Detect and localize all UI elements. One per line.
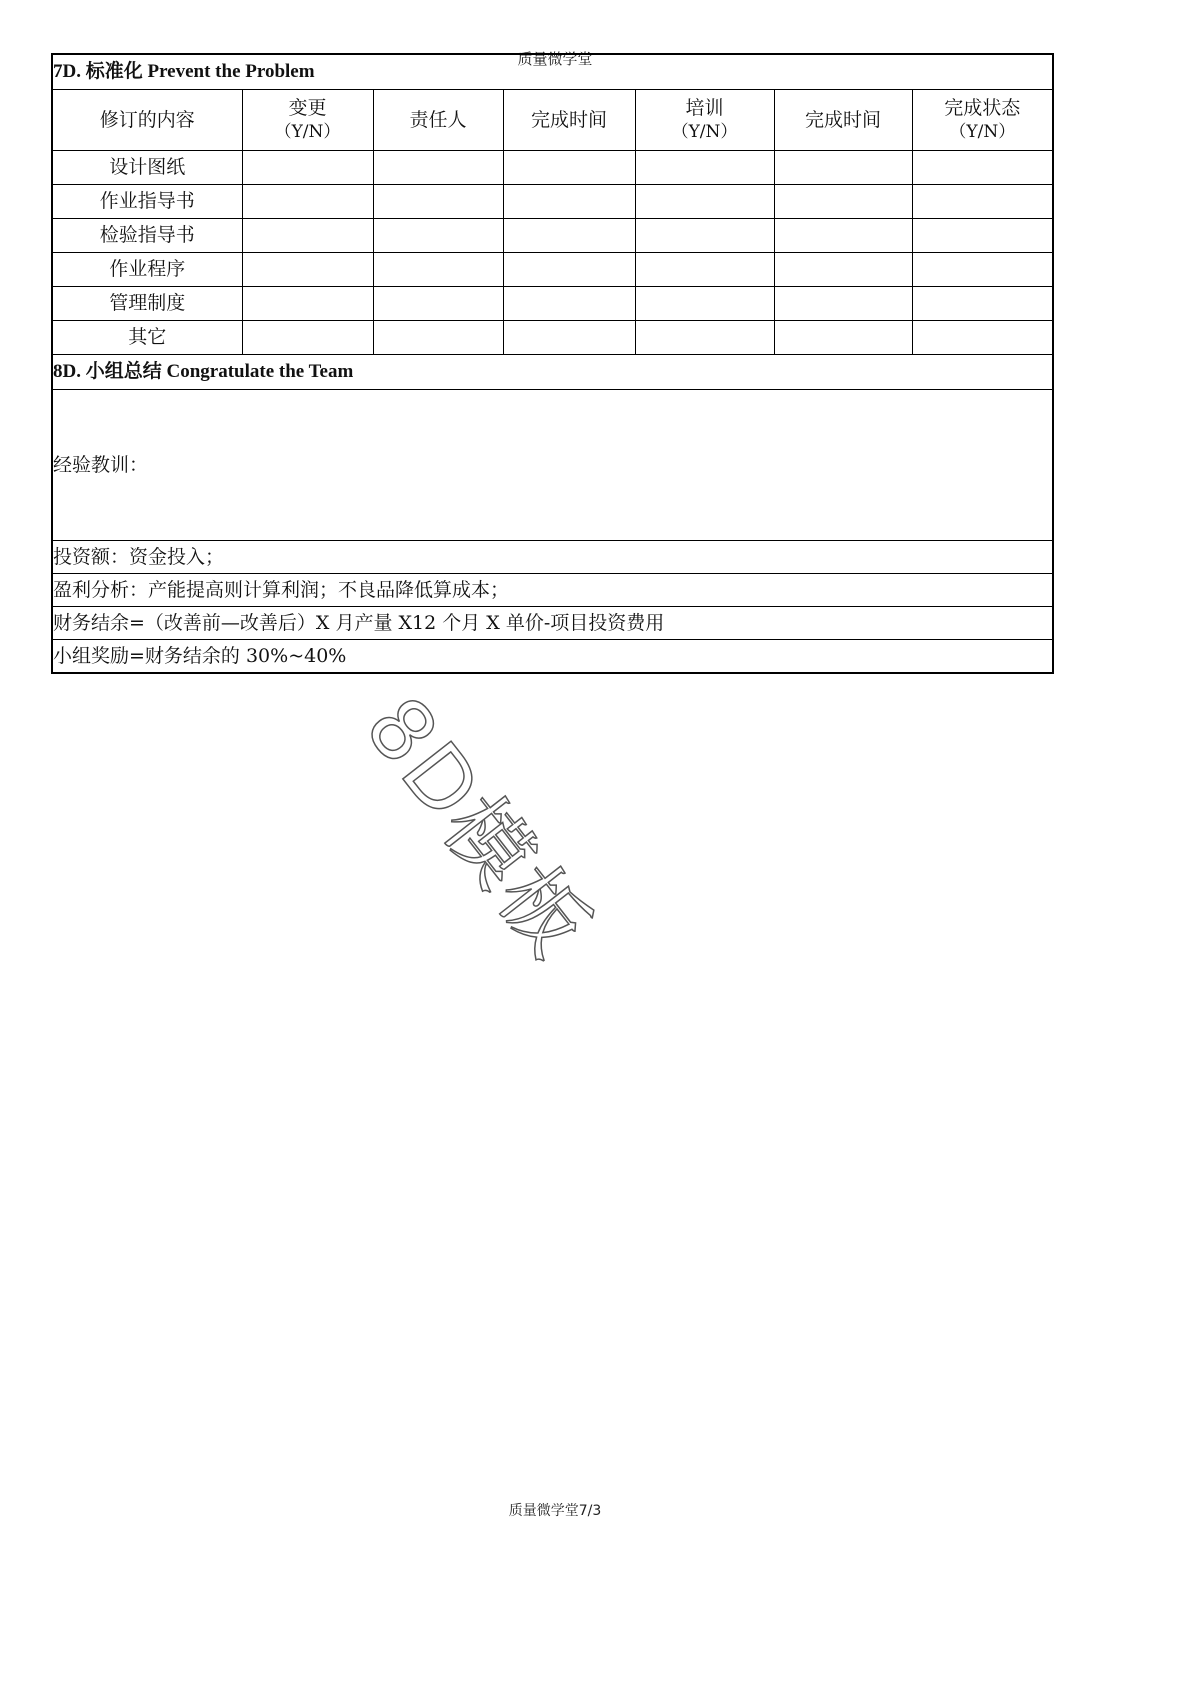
table-cell[interactable]: [912, 253, 1053, 287]
table-cell[interactable]: [635, 321, 774, 355]
table-row: [52, 287, 1053, 321]
table-cell[interactable]: [774, 151, 912, 185]
table-cell[interactable]: [635, 253, 774, 287]
column-header-owner: 责任人: [373, 90, 503, 151]
table-cell[interactable]: [503, 219, 635, 253]
table-row: [52, 321, 1053, 355]
table-cell[interactable]: [373, 151, 503, 185]
table-cell[interactable]: [774, 253, 912, 287]
table-cell[interactable]: [912, 185, 1053, 219]
column-header-change: 变更 （Y/N）: [242, 90, 373, 151]
table-row: [52, 219, 1053, 253]
table-row: [52, 185, 1053, 219]
page-footer: 质量微学堂7/3: [508, 1503, 602, 1519]
table-cell[interactable]: [242, 321, 373, 355]
table-row: [52, 253, 1053, 287]
table-cell[interactable]: [373, 253, 503, 287]
8d-form-table: [51, 53, 1054, 674]
table-cell[interactable]: [912, 287, 1053, 321]
column-header-revision-content: 修订的内容: [52, 90, 242, 151]
table-cell[interactable]: [503, 151, 635, 185]
table-cell[interactable]: [373, 185, 503, 219]
table-cell[interactable]: [373, 219, 503, 253]
table-cell[interactable]: [635, 185, 774, 219]
section-7d-title: 7D. 标准化 Prevent the Problem: [52, 54, 1053, 90]
table-cell[interactable]: [912, 151, 1053, 185]
column-header-training: 培训 （Y/N）: [635, 90, 774, 151]
row-label: 设计图纸: [52, 151, 242, 185]
table-row: [52, 151, 1053, 185]
table-cell[interactable]: [242, 219, 373, 253]
table-cell[interactable]: [774, 219, 912, 253]
lessons-learned-field[interactable]: [52, 390, 1053, 541]
section-7d-header-row: [52, 90, 1053, 151]
row-label: 检验指导书: [52, 219, 242, 253]
table-cell[interactable]: [373, 321, 503, 355]
table-cell[interactable]: [774, 321, 912, 355]
table-cell[interactable]: [242, 287, 373, 321]
row-label: 作业程序: [52, 253, 242, 287]
table-cell[interactable]: [242, 253, 373, 287]
table-cell[interactable]: [774, 287, 912, 321]
column-header-completion-status: 完成状态 （Y/N）: [912, 90, 1053, 151]
table-cell[interactable]: [774, 185, 912, 219]
row-label: 作业指导书: [52, 185, 242, 219]
table-cell[interactable]: [373, 287, 503, 321]
table-cell[interactable]: [503, 185, 635, 219]
investment-note: 投资额：资金投入；: [52, 541, 1053, 574]
watermark-text: 8D模板: [346, 679, 610, 978]
column-header-training-completion-time: 完成时间: [774, 90, 912, 151]
column-header-completion-time: 完成时间: [503, 90, 635, 151]
section-8d-title: 8D. 小组总结 Congratulate the Team: [52, 355, 1053, 390]
table-cell[interactable]: [635, 287, 774, 321]
row-label: 其它: [52, 321, 242, 355]
table-cell[interactable]: [912, 219, 1053, 253]
table-cell[interactable]: [635, 151, 774, 185]
table-cell[interactable]: [503, 321, 635, 355]
table-cell[interactable]: [503, 253, 635, 287]
table-cell[interactable]: [503, 287, 635, 321]
financial-balance-formula: 财务结余=（改善前—改善后）X 月产量 X12 个月 X 单价-项目投资费用: [52, 607, 1053, 640]
table-cell[interactable]: [242, 151, 373, 185]
table-cell[interactable]: [242, 185, 373, 219]
team-reward-formula: 小组奖励=财务结余的 30%~40%: [52, 640, 1053, 674]
table-cell[interactable]: [912, 321, 1053, 355]
table-cell[interactable]: [635, 219, 774, 253]
lessons-learned-label: 经验教训：: [53, 453, 149, 476]
page-header: 质量微学堂: [517, 50, 593, 68]
row-label: 管理制度: [52, 287, 242, 321]
profit-analysis-note: 盈利分析：产能提高则计算利润；不良品降低算成本；: [52, 574, 1053, 607]
